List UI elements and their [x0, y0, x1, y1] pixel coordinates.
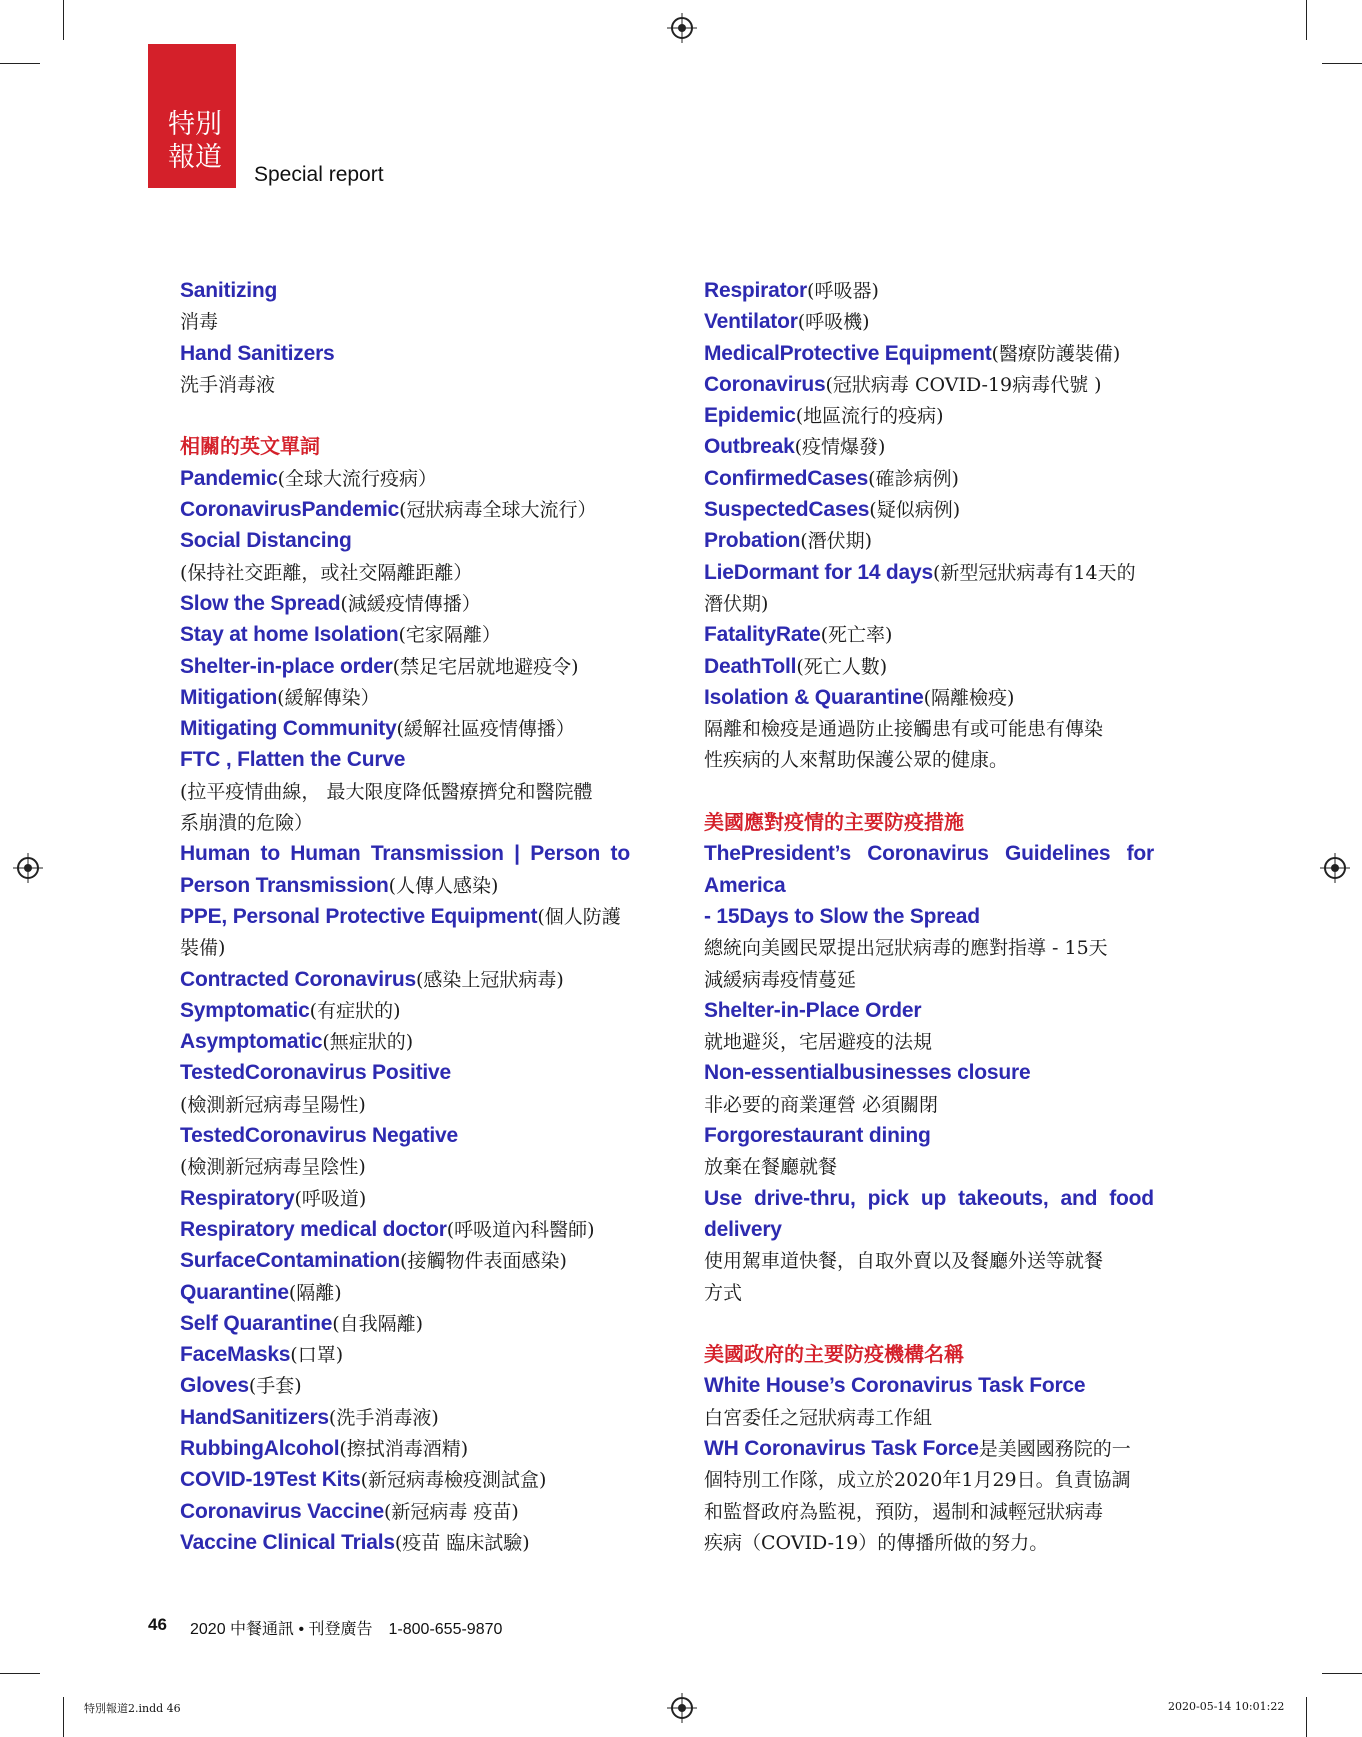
glossary-line [180, 1464, 630, 1495]
chinese-translation: (宅家隔離） [398, 624, 501, 647]
english-term: SuspectedCases [704, 498, 870, 522]
glossary-line [180, 275, 630, 306]
glossary-line [180, 651, 630, 682]
registration-mark-icon [1324, 857, 1346, 879]
english-term: Sanitizing [180, 279, 278, 302]
chinese-translation: (冠狀病毒全球大流行） [399, 499, 597, 522]
chinese-translation: (新型冠狀病毒有14天的 [933, 561, 1136, 584]
glossary-line [704, 1151, 1154, 1182]
term-word: to [260, 842, 280, 866]
glossary-line [180, 807, 630, 838]
glossary-line [704, 1214, 1154, 1245]
glossary-line [704, 1433, 1154, 1464]
chinese-translation: 放棄在餐廳就餐 [704, 1156, 838, 1179]
term-word: for [1126, 842, 1154, 866]
badge-line-1: 特別 [168, 109, 222, 140]
glossary-line [704, 338, 1154, 369]
section-heading [180, 431, 630, 462]
chinese-translation: (個人防護 [537, 905, 621, 928]
glossary-line [180, 338, 630, 369]
glossary-line [704, 1089, 1154, 1120]
chinese-translation: (拉平疫情曲線， 最大限度降低醫療擠兌和醫院體 [180, 780, 593, 803]
section-heading [704, 1339, 1154, 1370]
chinese-translation: 方式 [704, 1281, 743, 1304]
chinese-translation: (感染上冠狀病毒) [415, 968, 564, 991]
chinese-translation: (冠狀病毒 COVID-19病毒代號 ) [825, 373, 1102, 396]
chinese-translation: (呼吸道內科醫師) [446, 1218, 595, 1241]
chinese-translation: 消毒 [180, 311, 219, 334]
glossary-line [180, 1120, 630, 1151]
english-term: Quarantine [180, 1280, 289, 1304]
glossary-line [704, 525, 1154, 556]
glossary-line [704, 1277, 1154, 1308]
english-term: Probation [704, 529, 801, 553]
english-term: Asymptomatic [180, 1030, 323, 1054]
registration-mark-icon [671, 1697, 693, 1719]
chinese-translation: (手套) [248, 1375, 302, 1398]
chinese-translation: (緩解傳染） [277, 686, 380, 709]
english-term: RubbingAlcohol [180, 1436, 340, 1460]
term-word: Use [704, 1186, 742, 1210]
glossary-line [180, 995, 630, 1026]
glossary-line [704, 870, 1154, 901]
glossary-line [704, 901, 1154, 932]
section-heading-text: 美國政府的主要防疫機構名稱 [704, 1342, 964, 1367]
term-word: pick [867, 1186, 909, 1210]
left-column [180, 275, 630, 1558]
glossary-line [180, 306, 630, 337]
glossary-line [180, 1277, 630, 1308]
term-word: to [610, 842, 630, 866]
english-term: WH Coronavirus Task Force [704, 1436, 979, 1460]
term-word: takeouts, [958, 1186, 1049, 1210]
right-column [704, 275, 1154, 1558]
glossary-line [180, 838, 630, 869]
glossary-line [180, 932, 630, 963]
glossary-line [704, 463, 1154, 494]
glossary-line [180, 713, 630, 744]
english-term: Mitigating Community [180, 717, 397, 741]
glossary-line [704, 1402, 1154, 1433]
chinese-translation: 疾病（COVID-19）的傳播所做的努力。 [704, 1531, 1049, 1554]
chinese-translation: (檢測新冠病毒呈陰性) [180, 1156, 366, 1179]
section-heading-text: 相關的英文單詞 [180, 434, 320, 459]
english-term: Gloves [180, 1374, 249, 1398]
glossary-line [704, 588, 1154, 619]
english-term: Social Distancing [180, 529, 352, 553]
chinese-translation: (全球大流行疫病） [277, 467, 438, 490]
spacer [704, 1308, 1154, 1339]
english-term: Shelter-in-place order [180, 654, 393, 678]
glossary-line [180, 369, 630, 400]
glossary-line [180, 776, 630, 807]
chinese-translation: (新冠病毒 疫苗) [383, 1500, 519, 1523]
english-term: Respiratory medical doctor [180, 1217, 447, 1241]
chinese-translation: (保持社交距離，或社交隔離距離） [180, 561, 473, 584]
chinese-translation: (禁足宅居就地避疫令) [392, 655, 579, 678]
chinese-translation: (隔離) [288, 1281, 342, 1304]
english-term: Shelter-in-Place Order [704, 998, 922, 1022]
english-term: Person Transmission [180, 873, 389, 897]
english-term: Symptomatic [180, 998, 310, 1022]
spacer [180, 400, 630, 431]
glossary-line [180, 1151, 630, 1182]
print-slug-date: 2020-05-14 10:01:22 [1168, 1700, 1285, 1713]
glossary-line [704, 1245, 1154, 1276]
glossary-line [704, 1464, 1154, 1495]
term-word: | [514, 842, 520, 866]
glossary-line [180, 1433, 630, 1464]
glossary-line [704, 651, 1154, 682]
glossary-line [180, 1370, 630, 1401]
glossary-line [704, 1183, 1154, 1214]
chinese-translation: 潛伏期) [704, 592, 769, 615]
glossary-line [180, 682, 630, 713]
glossary-line [704, 431, 1154, 462]
glossary-line [180, 1339, 630, 1370]
chinese-translation: (緩解社區疫情傳播） [396, 718, 575, 741]
spacer [704, 776, 1154, 807]
glossary-line [180, 901, 630, 932]
section-heading [704, 807, 1154, 838]
english-term: America [704, 873, 786, 897]
chinese-translation: (無症狀的) [322, 1031, 414, 1054]
crop-mark [0, 1673, 40, 1674]
glossary-line [704, 1496, 1154, 1527]
glossary-line [704, 713, 1154, 744]
chinese-translation: 系崩潰的危險） [180, 812, 314, 835]
chinese-translation: 是美國國務院的一 [978, 1437, 1131, 1460]
english-term: Forgorestaurant dining [704, 1124, 931, 1148]
badge-line-2: 報道 [168, 142, 222, 173]
chinese-translation: (疑似病例) [869, 499, 961, 522]
term-word: food [1109, 1186, 1154, 1210]
glossary-line [180, 1308, 630, 1339]
section-title: Special report [254, 163, 384, 186]
glossary-line [704, 619, 1154, 650]
glossary-line [704, 1370, 1154, 1401]
chinese-translation: (自我隔離) [332, 1312, 424, 1335]
chinese-translation: (隔離檢疫) [923, 686, 1015, 709]
glossary-line [180, 1527, 630, 1558]
english-term: White House’s Coronavirus Task Force [704, 1374, 1086, 1398]
glossary-line [704, 744, 1154, 775]
chinese-translation: (人傳人感染) [388, 874, 499, 897]
registration-mark-icon [17, 857, 39, 879]
term-word: Coronavirus [867, 842, 989, 866]
chinese-translation: 裝備) [180, 937, 226, 960]
glossary-line [180, 1496, 630, 1527]
english-term: Hand Sanitizers [180, 341, 335, 365]
english-term: MedicalProtective Equipment [704, 341, 992, 365]
term-word: Guidelines [1004, 842, 1111, 866]
glossary-line [180, 1183, 630, 1214]
term-word: ThePresident’s [704, 842, 851, 866]
term-word: Transmission [370, 842, 504, 866]
english-term: Stay at home Isolation [180, 623, 399, 647]
english-term: CoronavirusPandemic [180, 498, 400, 522]
english-term: Slow the Spread [180, 591, 341, 615]
glossary-line [704, 1057, 1154, 1088]
glossary-line [180, 1089, 630, 1120]
footer-text: 2020 中餐通訊 • 刊登廣告 1-800-655-9870 [190, 1621, 503, 1638]
glossary-line [704, 1026, 1154, 1057]
english-term: Pandemic [180, 466, 278, 490]
chinese-translation: 非必要的商業運營 必須關閉 [704, 1093, 939, 1116]
glossary-line [180, 619, 630, 650]
chinese-translation: (有症狀的) [309, 999, 401, 1022]
glossary-line [704, 557, 1154, 588]
chinese-translation: (疫情爆發) [794, 436, 886, 459]
glossary-line [180, 525, 630, 556]
chinese-translation: 和監督政府為監視，預防，遏制和減輕冠狀病毒 [704, 1500, 1104, 1523]
english-term: COVID-19Test Kits [180, 1468, 361, 1492]
crop-mark [63, 1697, 64, 1737]
term-word: Human [290, 842, 361, 866]
chinese-translation: (呼吸器) [807, 280, 879, 302]
english-term: Isolation & Quarantine [704, 685, 924, 709]
term-word: Human [180, 842, 251, 866]
crop-mark [1306, 1697, 1307, 1737]
english-term: LieDormant for 14 days [704, 560, 933, 584]
glossary-line [704, 964, 1154, 995]
glossary-line [180, 870, 630, 901]
glossary-line [180, 1214, 630, 1245]
glossary-line [704, 838, 1154, 869]
chinese-translation: (接觸物件表面感染) [400, 1250, 567, 1273]
chinese-translation: 個特別工作隊，成立於2020年1月29日。負責協調 [704, 1469, 1131, 1492]
chinese-translation: (疫苗 臨床試驗) [394, 1531, 530, 1554]
chinese-translation: 性疾病的人來幫助保護公眾的健康。 [704, 749, 1009, 772]
chinese-translation: (洗手消毒液) [328, 1406, 439, 1429]
term-word: drive-thru, [753, 1186, 856, 1210]
chinese-translation: 隔離和檢疫是通過防止接觸患有或可能患有傳染 [704, 718, 1104, 741]
glossary-line [704, 1120, 1154, 1151]
glossary-line [704, 400, 1154, 431]
glossary-line [180, 557, 630, 588]
glossary-line [704, 306, 1154, 337]
section-badge-label [168, 108, 228, 174]
english-term: HandSanitizers [180, 1405, 329, 1429]
page-number: 46 [148, 1615, 167, 1634]
glossary-line [180, 463, 630, 494]
crop-mark [0, 63, 40, 64]
english-term: Respiratory [180, 1186, 295, 1210]
term-word: and [1060, 1186, 1098, 1210]
chinese-translation: 洗手消毒液 [180, 373, 276, 396]
english-term: Non-essentialbusinesses closure [704, 1061, 1031, 1085]
crop-mark [1322, 63, 1362, 64]
chinese-translation: (擦拭消毒酒精) [339, 1437, 469, 1460]
english-term: TestedCoronavirus Negative [180, 1124, 458, 1148]
chinese-translation: (新冠病毒檢疫測試盒) [360, 1469, 547, 1492]
section-heading-text: 美國應對疫情的主要防疫措施 [704, 810, 964, 835]
english-term: - 15Days to Slow the Spread [704, 904, 980, 928]
english-term: Outbreak [704, 435, 795, 459]
glossary-line [180, 1057, 630, 1088]
english-term: PPE, Personal Protective Equipment [180, 904, 538, 928]
glossary-line [180, 1026, 630, 1057]
glossary-line [180, 1402, 630, 1433]
chinese-translation: (減緩疫情傳播） [340, 592, 481, 615]
chinese-translation: 減緩病毒疫情蔓延 [704, 968, 857, 991]
english-term: Mitigation [180, 685, 278, 709]
english-term: delivery [704, 1217, 782, 1241]
glossary-line [180, 588, 630, 619]
registration-mark-icon [671, 17, 693, 39]
crop-mark [1322, 1673, 1362, 1674]
english-term: ConfirmedCases [704, 466, 869, 490]
english-term: DeathToll [704, 654, 797, 678]
term-word: Person [530, 842, 601, 866]
term-word: up [920, 1186, 947, 1210]
glossary-line [704, 275, 1154, 306]
chinese-translation: (口罩) [290, 1344, 344, 1367]
chinese-translation: (潛伏期) [800, 530, 873, 553]
glossary-line [180, 1245, 630, 1276]
chinese-translation: (醫療防護裝備) [991, 342, 1121, 365]
english-term: SurfaceContamination [180, 1249, 401, 1273]
english-term: Self Quarantine [180, 1311, 333, 1335]
chinese-translation: (死亡率) [820, 624, 893, 647]
english-term: FatalityRate [704, 623, 821, 647]
english-term: Vaccine Clinical Trials [180, 1530, 395, 1554]
glossary-line [704, 1527, 1154, 1558]
glossary-line [704, 682, 1154, 713]
english-term: Ventilator [704, 310, 798, 334]
glossary-line [180, 964, 630, 995]
glossary-line [180, 494, 630, 525]
english-term: Coronavirus Vaccine [180, 1499, 384, 1523]
print-slug-file: 特別報道2.indd 46 [84, 1702, 181, 1715]
english-term: Epidemic [704, 404, 796, 428]
chinese-translation: (地區流行的疫病) [795, 405, 944, 428]
english-term: FaceMasks [180, 1343, 291, 1367]
chinese-translation: 就地避災，宅居避疫的法規 [704, 1031, 933, 1054]
chinese-translation: (確診病例) [868, 467, 959, 490]
english-term: Coronavirus [704, 372, 826, 396]
glossary-line [180, 744, 630, 775]
english-term: TestedCoronavirus Positive [180, 1061, 451, 1085]
glossary-line [704, 932, 1154, 963]
english-term: FTC , Flatten the Curve [180, 748, 406, 772]
chinese-translation: (呼吸機) [797, 311, 870, 334]
crop-mark [1306, 0, 1307, 40]
glossary-line [704, 494, 1154, 525]
crop-mark [63, 0, 64, 40]
glossary-line [704, 995, 1154, 1026]
english-term: Contracted Coronavirus [180, 967, 416, 991]
chinese-translation: 使用駕車道快餐，自取外賣以及餐廳外送等就餐 [704, 1250, 1104, 1273]
english-term: Respirator [704, 279, 808, 302]
chinese-translation: 白宮委任之冠狀病毒工作組 [704, 1406, 933, 1429]
glossary-line [704, 369, 1154, 400]
chinese-translation: 總統向美國民眾提出冠狀病毒的應對指導 - 15天 [704, 937, 1108, 960]
chinese-translation: (死亡人數) [796, 655, 888, 678]
chinese-translation: (檢測新冠病毒呈陽性) [180, 1093, 366, 1116]
chinese-translation: (呼吸道) [294, 1187, 367, 1210]
